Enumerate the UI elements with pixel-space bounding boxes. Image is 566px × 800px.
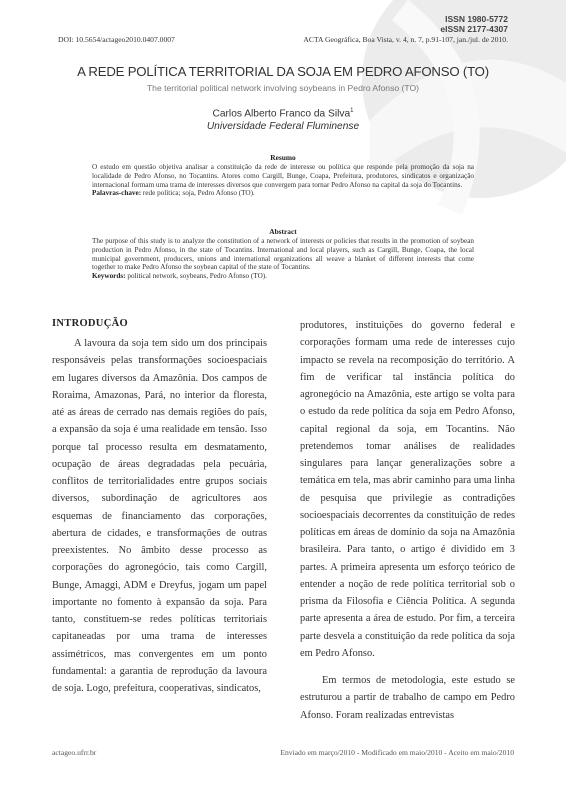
resumo-heading: Resumo [270, 153, 296, 162]
issn: ISSN 1980-5772 [445, 14, 508, 24]
footer-dates: Enviado em março/2010 - Modificado em maio/2010 - Aceito em maio/2010 [280, 748, 514, 757]
running-header [58, 35, 508, 44]
author-name [40, 108, 526, 119]
resumo-text [92, 163, 474, 198]
author-institution: Universidade Federal Fluminense [206, 121, 360, 132]
left-column [52, 335, 267, 697]
right-column [300, 317, 515, 724]
abstract-keywords: political network, soybeans, Pedro Afonso (TO). [125, 272, 267, 281]
paragraph: Em termos de metodologia, este estudo se estruturou a partir de trabalho de campo em Pedro Afonso. Foram realizadas entrevistas [300, 675, 515, 721]
resumo-keywords-label: Palavras-chave: [92, 189, 142, 198]
abstract-body: The purpose of this study is to analyze the constitution of a network of interests or policies that results in the promotion of soybean production in Pedro Afonso, in the state of Tocantins. International and local players, such as Cargill, Bunge, Coapa, the local municipal government, producers, unions and international organizations all weave a blanket of different interests that come together to make Pedro Afonso the soybean capital of the state of Tocantins. [92, 237, 474, 272]
abstract-heading: Abstract [269, 227, 297, 236]
article-title: A REDE POLÍTICA TERRITORIAL DA SOJA EM PEDRO AFONSO (TO) [77, 64, 489, 79]
doi-link[interactable]: DOI: 10.5654/actageo2010.0407.0007 [58, 35, 175, 44]
section-title-introducao: INTRODUÇÃO [52, 318, 128, 329]
resumo-body: O estudo em questão objetiva analisar a constituição da rede de interesse ou política que responde pela promoção da soja na localidade de Pedro Afonso, no Tocantins. Atores como Cargill, Bunge, Coapa, Prefeitura, produtores, sindicatos e organização internacional formam uma trama de interesses diversos que convergem para tornar Pedro Afonso na capital da soja do Tocantins. [92, 163, 474, 189]
eissn: eISSN 2177-4307 [440, 24, 508, 34]
abstract-text [92, 237, 474, 281]
resumo-keywords: rede política; soja, Pedro Afonso (TO). [141, 189, 255, 198]
footer-site-link[interactable]: actageo.ufrr.br [52, 748, 97, 757]
abstract-keywords-label: Keywords: [92, 272, 126, 281]
author-name-text: Carlos Alberto Franco da Silva [212, 108, 351, 120]
citation: ACTA Geográfica, Boa Vista, v. 4, n. 7, p.91-107, jan./jul. de 2010. [303, 35, 508, 44]
paragraph: produtores, instituições do governo federal e corporações formam uma rede de interesses cujo impacto se revela na recomposição do território. A fim de verificar tal instância política do agronegócio na Amazônia, este artigo se volta para o estudo da rede política da soja em Pedro Afonso, capital regional da soja, em Tocantins. Não pretendemos tomar análises de realidades singulares para lançar generalizações sobre a temática em tela, mas abrir caminho para uma linha de pesquisa que privilegie as contradições socioespaciais decorrentes da constituição de redes políticas em áreas de domínio da soja na Amazônia brasileira. Para tanto, o artigo é dividido em 3 partes. A primeira apresenta um esforço teórico de entender a noção de rede política territorial sob o prisma da Filosofia e Ciência Política. A segunda parte apresenta a área de estudo. Por fim, a terceira parte desvela a constituição da rede política da soja em Pedro Afonso. [300, 320, 515, 659]
author-footnote-mark: 1 [350, 108, 354, 114]
article-subtitle: The territorial political network involving soybeans in Pedro Afonso (TO) [146, 83, 420, 93]
page-footer [52, 748, 514, 757]
paragraph: A lavoura da soja tem sido um dos principais responsáveis pelas transformações socioespaciais em lugares diversos da Amazônia. Dos campos de Roraima, Amazonas, Pará, no interior da floresta, até as áreas de cerrado nas demais regiões do país, a expansão da soja é uma realidade em tensão. Isso porque tal processo resulta em desmatamento, ocupação de áreas degradadas pela pecuária, conflitos de territorialidades entre grupos sociais diversos, subordinação de agricultores aos esquemas de financiamento das corporações, abertura de cidades, e transformações de outras preexistentes. No âmbito desse processo as corporações do agronegócio, tais como Cargill, Bunge, Amaggi, ADM e Dreyfus, jogam um papel importante no fomento à expansão da soja. Para tanto, constituem-se redes políticas territoriais capitaneadas por uma trama de interesses assimétricos, mas convergentes em um ponto fundamental: a garantia de reprodução da lavoura de soja. Logo, prefeitura, cooperativas, sindicatos, [52, 338, 267, 694]
